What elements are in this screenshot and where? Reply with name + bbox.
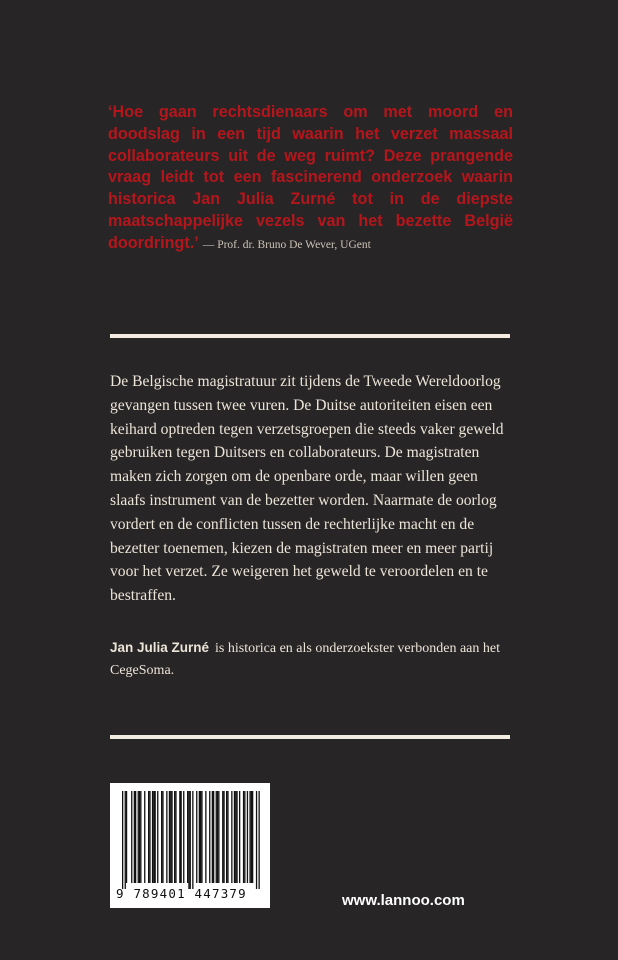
barcode-bar — [174, 791, 175, 883]
publisher-website: www.lannoo.com — [342, 892, 465, 909]
barcode-bar — [244, 791, 245, 883]
barcode-bar — [239, 791, 240, 883]
barcode-bar — [227, 791, 228, 883]
barcode-bar — [216, 791, 217, 883]
barcode-bar — [166, 791, 167, 883]
barcode-bar — [125, 791, 126, 889]
barcode-bar — [196, 791, 197, 883]
barcode-bar — [135, 791, 136, 883]
author-name: Jan Julia Zurné — [110, 640, 210, 655]
barcode-bar — [256, 791, 257, 889]
barcode-bar — [235, 791, 236, 883]
barcode-bar — [144, 791, 145, 883]
quote-text: ‘Hoe gaan rechtsdienaars om met moord en doodslag in een tijd waarin het verzet massaal collaborateurs uit de weg ruimt? Deze prangende vraag leidt tot een fascinerend onderzoek waarin historica Jan Julia Zurné tot in de diepste maatschappelijke vezels van het bezette België doordringt.’ — [108, 103, 513, 252]
divider-bottom — [110, 735, 510, 739]
barcode-bar — [179, 791, 180, 883]
barcode-bar — [251, 791, 252, 883]
barcode-bar — [213, 791, 214, 883]
barcode-bar — [152, 791, 153, 883]
barcode-bar — [247, 791, 248, 883]
barcode-bar — [126, 791, 127, 883]
barcode-bar — [157, 791, 158, 883]
barcode-bar — [134, 791, 135, 883]
barcode-bar — [223, 791, 224, 883]
barcode-bar — [231, 791, 232, 883]
book-description: De Belgische magistratuur zit tijdens de Tweede Wereldoorlog gevangen tussen twee vuren. De Duitse autoriteiten eisen een keihard optreden tegen verzetsgroepen die steeds vaker geweld gebruiken tegen Duitsers en collaborateurs. De magistraten maken zich zorgen om de openbare orde, maar willen geen slaafs instrument van de bezetter worden. Naarmate de oorlog vordert en de conflicten tussen de rechterlijke macht en de bezetter toenemen, kiezen de magistraten meer en meer partij voor het verzet. Ze weigeren het geweld te veroordelen en te bestraffen. — [110, 373, 504, 605]
barcode-bar — [187, 791, 188, 883]
barcode-bar — [249, 791, 250, 883]
barcode-bar — [175, 791, 176, 883]
author-bio — [110, 637, 515, 682]
divider-top — [110, 334, 510, 338]
barcode-bar — [209, 791, 210, 883]
barcode-bar — [259, 791, 260, 889]
barcode-bar — [252, 791, 253, 883]
barcode-bar — [205, 791, 206, 883]
barcode-bar — [169, 791, 170, 883]
barcode-bar — [148, 791, 149, 883]
isbn-number: 9 789401 447379 — [116, 886, 247, 901]
barcode-bar — [183, 791, 184, 883]
barcode-bar — [153, 791, 154, 883]
barcode-bar — [192, 791, 193, 889]
barcode-bar — [140, 791, 141, 883]
barcode-bar — [155, 791, 156, 883]
quote-attribution: — Prof. dr. Bruno De Wever, UGent — [202, 238, 371, 251]
barcode-bar — [226, 791, 227, 883]
barcode-bar — [218, 791, 219, 883]
author-bio-text: is historica en als onderzoekster verbonden aan het CegeSoma. — [110, 641, 500, 678]
barcode-bar — [190, 791, 191, 889]
barcode-bar — [201, 791, 202, 883]
barcode-bar — [170, 791, 171, 883]
blurb-quote — [108, 102, 513, 257]
barcode-bar — [222, 791, 223, 883]
barcode-bar — [161, 791, 162, 883]
barcode-bar — [234, 791, 235, 883]
isbn-barcode — [110, 783, 270, 908]
barcode-bar — [199, 791, 200, 883]
barcode-bar — [200, 791, 201, 883]
barcode-bar — [131, 791, 132, 883]
barcode-bar — [122, 791, 123, 889]
barcode-bar — [162, 791, 163, 883]
barcode-bar — [181, 791, 182, 883]
barcode-bar — [188, 791, 189, 889]
barcode-bar — [171, 791, 172, 883]
barcode-bar — [139, 791, 140, 883]
barcode-bar — [149, 791, 150, 883]
barcode-bar — [236, 791, 237, 883]
barcode-bar — [217, 791, 218, 883]
barcode-bar — [243, 791, 244, 883]
barcode-bar — [212, 791, 213, 883]
barcode-bar — [138, 791, 139, 883]
